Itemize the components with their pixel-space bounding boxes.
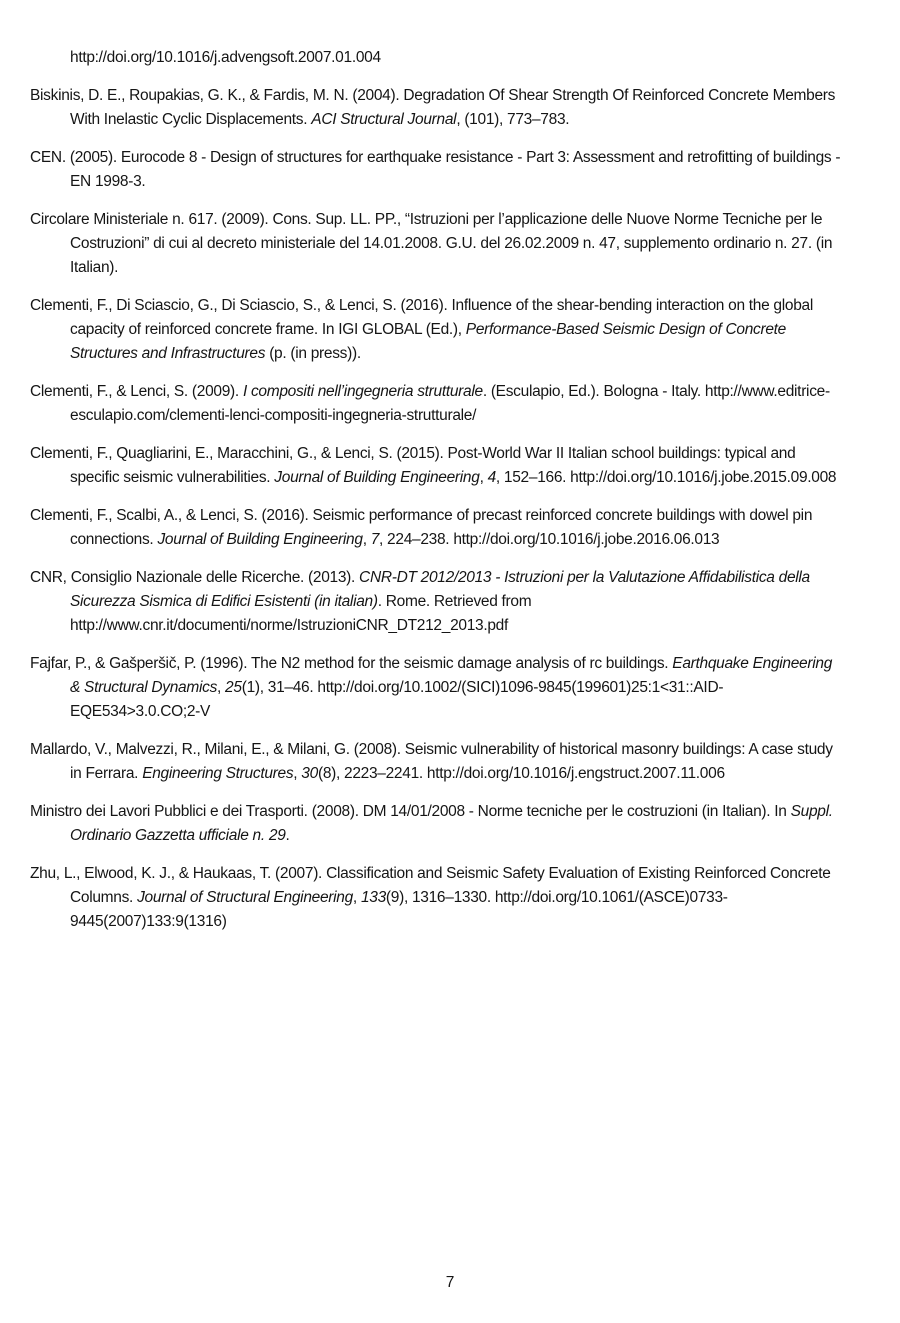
reference-italic-title: 7	[370, 531, 380, 548]
reference-entry	[30, 652, 845, 724]
reference-italic-title: Performance-Based Seismic Design of Concrete Structures and Infrastructures	[70, 321, 786, 362]
reference-text: Fajfar, P., & Gašperšič, P. (1996). The N2 method for the seismic damage analysis of rc buildings.	[30, 655, 673, 672]
reference-text: , 224–238. http://doi.org/10.1016/j.jobe.2016.06.013	[379, 531, 720, 548]
reference-entry	[30, 146, 845, 194]
reference-text: ,	[293, 765, 302, 782]
reference-italic-title: Earthquake Engineering & Structural Dynamics	[70, 655, 833, 696]
reference-text: , (101), 773–783.	[456, 111, 570, 128]
reference-italic-title: CNR-DT 2012/2013 - Istruzioni per la Valutazione Affidabilistica della Sicurezza Sismica di Edifici Esistenti (in italian)	[70, 569, 810, 610]
reference-entry	[30, 208, 845, 280]
reference-entry	[30, 442, 845, 490]
reference-entry	[30, 294, 845, 366]
reference-text: Circolare Ministeriale n. 617. (2009). Cons. Sup. LL. PP., “Istruzioni per l’applicazione delle Nuove Norme Tecniche per le Costruzioni” di cui al decreto ministeriale del 14.01.2008. G.U. del 26.02.2009 n. 47, supplemento ordinario n. 27. (in Italian).	[30, 211, 833, 276]
reference-italic-title: 4	[487, 469, 496, 486]
reference-text: Clementi, F., Di Sciascio, G., Di Sciascio, S., & Lenci, S. (2016). Influence of the shear-bending interaction on the global capacity of reinforced concrete frame. In IGI GLOBAL (Ed.),	[30, 297, 813, 338]
reference-text: Ministro dei Lavori Pubblici e dei Trasporti. (2008). DM 14/01/2008 - Norme tecniche per le costruzioni (in Italian). In	[30, 803, 791, 820]
reference-text: http://doi.org/10.1016/j.advengsoft.2007.01.004	[70, 49, 381, 66]
reference-entry-continuation	[30, 46, 845, 70]
reference-text: Zhu, L., Elwood, K. J., & Haukaas, T. (2007). Classification and Seismic Safety Evaluation of Existing Reinforced Concrete Columns.	[30, 865, 831, 906]
reference-entry	[30, 380, 845, 428]
reference-text: CNR, Consiglio Nazionale delle Ricerche. (2013).	[30, 569, 360, 586]
reference-text: (1), 31–46. http://doi.org/10.1002/(SICI)1096-9845(199601)25:1<31::AID-EQE534>3.0.CO;2-V	[70, 679, 724, 720]
reference-text: Clementi, F., Scalbi, A., & Lenci, S. (2016). Seismic performance of precast reinforced concrete buildings with dowel pin connections.	[30, 507, 813, 548]
reference-text: (p. (in press)).	[265, 345, 361, 362]
reference-italic-title: Journal of Structural Engineering	[137, 889, 353, 906]
reference-italic-title: 25	[225, 679, 242, 696]
references-list	[30, 46, 845, 948]
reference-italic-title: I compositi nell’ingegneria strutturale	[242, 383, 483, 400]
reference-entry	[30, 84, 845, 132]
reference-italic-title: 30	[301, 765, 318, 782]
reference-text: Clementi, F., Quagliarini, E., Maracchini, G., & Lenci, S. (2015). Post-World War II Italian school buildings: typical and specific seismic vulnerabilities.	[30, 445, 796, 486]
reference-italic-title: 133	[360, 889, 386, 906]
reference-entry	[30, 504, 845, 552]
reference-text: Biskinis, D. E., Roupakias, G. K., & Fardis, M. N. (2004). Degradation Of Shear Strength Of Reinforced Concrete Members With Inelastic Cyclic Displacements.	[30, 87, 836, 128]
reference-text: ,	[362, 531, 371, 548]
reference-entry	[30, 862, 845, 934]
reference-text: (8), 2223–2241. http://doi.org/10.1016/j.engstruct.2007.11.006	[317, 765, 725, 782]
reference-text: , 152–166. http://doi.org/10.1016/j.jobe.2015.09.008	[495, 469, 837, 486]
reference-text: CEN. (2005). Eurocode 8 - Design of structures for earthquake resistance - Part 3: Assessment and retrofitting of buildings - EN 1998-3.	[30, 149, 841, 190]
reference-italic-title: Suppl. Ordinario Gazzetta ufficiale n. 29	[70, 803, 833, 844]
reference-text: . Rome. Retrieved from http://www.cnr.it/documenti/norme/IstruzioniCNR_DT212_2013.pdf	[70, 593, 532, 634]
reference-italic-title: ACI Structural Journal	[311, 111, 457, 128]
reference-italic-title: Journal of Building Engineering	[274, 469, 480, 486]
reference-text: .	[285, 827, 290, 844]
reference-entry	[30, 566, 845, 638]
page-number: 7	[445, 1274, 455, 1291]
reference-italic-title: Engineering Structures	[142, 765, 294, 782]
reference-italic-title: Journal of Building Engineering	[157, 531, 363, 548]
reference-text: ,	[352, 889, 361, 906]
reference-text: Mallardo, V., Malvezzi, R., Milani, E., & Milani, G. (2008). Seismic vulnerability of historical masonry buildings: A case study in Ferrara.	[30, 741, 833, 782]
reference-text: (9), 1316–1330. http://doi.org/10.1061/(ASCE)0733-9445(2007)133:9(1316)	[70, 889, 728, 930]
reference-text: Clementi, F., & Lenci, S. (2009).	[30, 383, 243, 400]
reference-entry	[30, 738, 845, 786]
reference-entry	[30, 800, 845, 848]
reference-text: . (Esculapio, Ed.). Bologna - Italy. http://www.editrice-esculapio.com/clementi-lenci-compositi-ingegneria-strutturale/	[70, 383, 830, 424]
reference-text: ,	[479, 469, 488, 486]
reference-text: ,	[217, 679, 226, 696]
